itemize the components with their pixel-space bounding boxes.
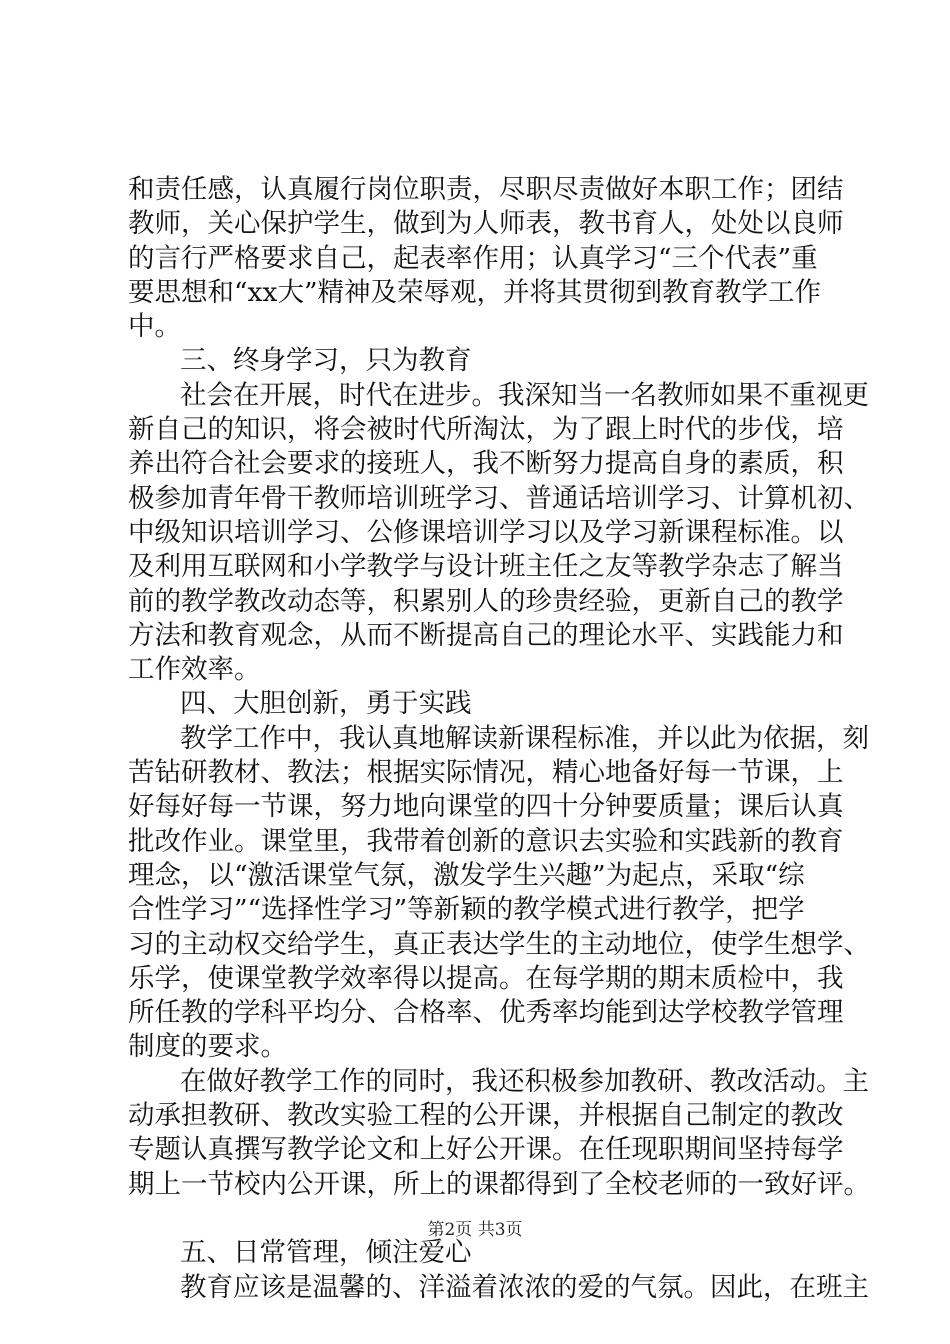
text-line: 制度的要求。 — [128, 1031, 287, 1063]
text-line: 期上一节校内公开课，所上的课都得到了全校老师的一致好评。 — [128, 1168, 870, 1200]
text-line: 教学工作中，我认真地解读新课程标准，并以此为依据，刻 — [180, 722, 869, 754]
text-line: 五、日常管理，倾注爱心 — [180, 1237, 472, 1269]
text-line: 养出符合社会要求的接班人，我不断努力提高自身的素质，积 — [128, 448, 844, 480]
text-line: 方法和教育观念，从而不断提高自己的理论水平、实践能力和 — [128, 619, 844, 651]
text-line: 中。 — [128, 311, 181, 343]
text-line: 所任教的学科平均分、合格率、优秀率均能到达学校教学管理 — [128, 997, 844, 1029]
text-line: 工作效率。 — [128, 654, 261, 686]
document-body — [128, 173, 870, 1305]
text-line: 及利用互联网和小学教学与设计班主任之友等教学杂志了解当 — [128, 551, 844, 583]
text-line: 习的主动权交给学生，真正表达学生的主动地位，使学生想学、 — [128, 928, 870, 960]
text-line: 和责任感，认真履行岗位职责，尽职尽责做好本职工作；团结 — [128, 174, 844, 205]
text-line: 要思想和“xx大”精神及荣辱观，并将其贯彻到教育教学工作 — [128, 276, 821, 308]
text-line: 社会在开展，时代在进步。我深知当一名教师如果不重视更 — [180, 379, 869, 411]
text-line: 教师，关心保护学生，做到为人师表，教书育人，处处以良师 — [128, 208, 844, 240]
text-line: 四、大胆创新，勇于实践 — [180, 688, 472, 720]
text-line: 苦钻研教材、教法；根据实际情况，精心地备好每一节课，上 — [128, 757, 844, 789]
text-line: 专题认真撰写教学论文和上好公开课。在任现职期间坚持每学 — [128, 1134, 844, 1166]
text-line: 三、终身学习，只为教育 — [180, 345, 472, 377]
text-lines — [128, 173, 870, 1305]
text-line: 教育应该是温馨的、洋溢着浓浓的爱的气氛。因此，在班主 — [180, 1271, 869, 1303]
text-line: 乐学，使课堂教学效率得以提高。在每学期的期末质检中，我 — [128, 962, 844, 994]
text-line: 好每好每一节课，努力地向课堂的四十分钟要质量；课后认真 — [128, 791, 844, 823]
text-line: 的言行严格要求自己，起表率作用；认真学习“三个代表”重 — [128, 242, 818, 274]
text-line: 中级知识培训学习、公修课培训学习以及学习新课程标准。以 — [128, 516, 844, 548]
text-line: 新自己的知识，将会被时代所淘汰，为了跟上时代的步伐，培 — [128, 414, 844, 446]
text-line: 极参加青年骨干教师培训班学习、普通话培训学习、计算机初、 — [128, 482, 870, 514]
text-line: 理念，以“激活课堂气氛，激发学生兴趣”为起点，采取“综 — [128, 859, 805, 891]
text-line: 动承担教研、教改实验工程的公开课，并根据自己制定的教改 — [128, 1100, 844, 1132]
page-footer: 第2页 共3页 — [427, 1220, 523, 1240]
text-line: 批改作业。课堂里，我带着创新的意识去实验和实践新的教育 — [128, 825, 844, 857]
text-line: 前的教学教改动态等，积累别人的珍贵经验，更新自己的教学 — [128, 585, 844, 617]
text-line: 合性学习”“选择性学习”等新颖的教学模式进行教学，把学 — [128, 894, 805, 926]
text-line: 在做好教学工作的同时，我还积极参加教研、教改活动。主 — [180, 1065, 869, 1097]
